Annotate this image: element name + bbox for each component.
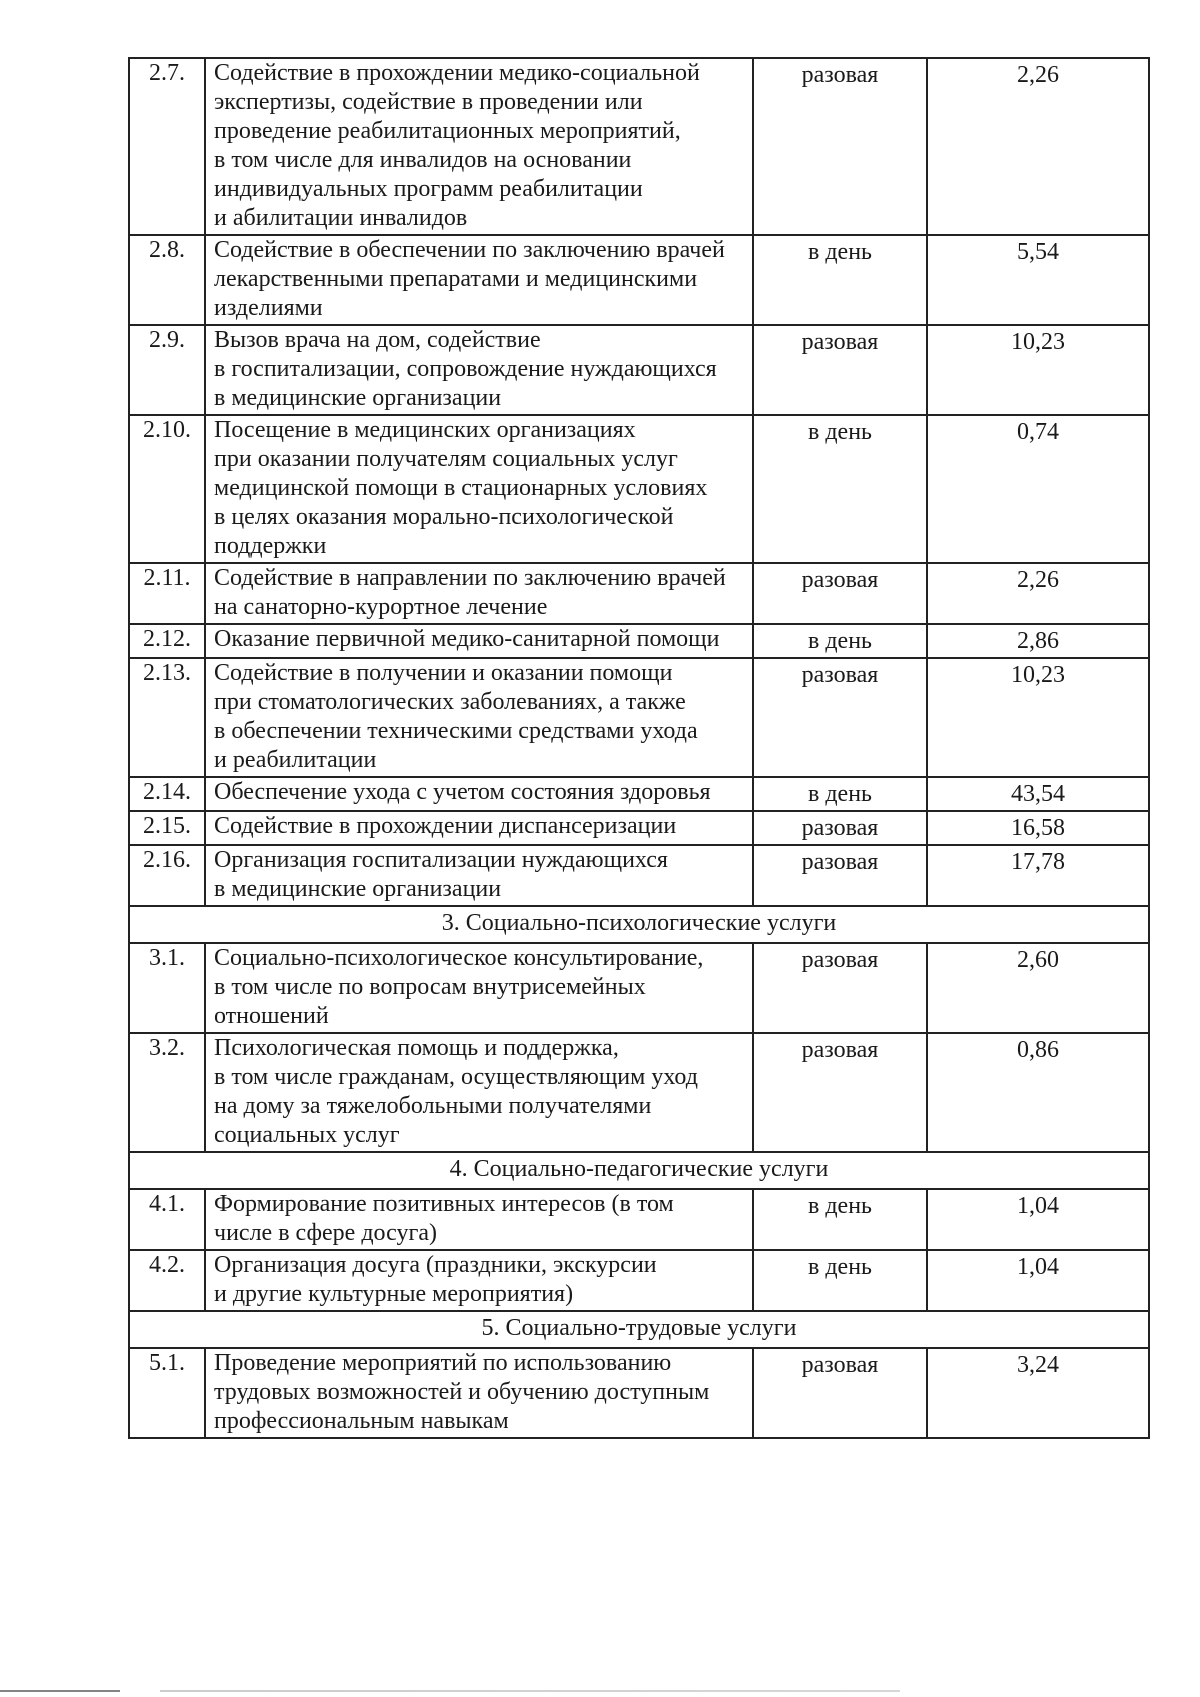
- service-number: 5.1.: [129, 1348, 205, 1438]
- service-frequency: разовая: [753, 845, 927, 906]
- service-rate: 5,54: [927, 235, 1149, 325]
- service-frequency: в день: [753, 777, 927, 811]
- section-title: 3. Социально-психологические услуги: [129, 906, 1149, 943]
- service-rate: 10,23: [927, 325, 1149, 415]
- service-number: 2.9.: [129, 325, 205, 415]
- page-bottom-edge: [0, 1690, 900, 1692]
- service-name: Проведение мероприятий по использованию трудовых возможностей и обучению доступным профессиональным навыкам: [205, 1348, 753, 1438]
- service-name: Содействие в направлении по заключению врачей на санаторно-курортное лечение: [205, 563, 753, 624]
- service-name: Формирование позитивных интересов (в том числе в сфере досуга): [205, 1189, 753, 1250]
- table-row: [129, 1250, 1149, 1311]
- table-row: [129, 811, 1149, 845]
- section-header-row: [129, 1152, 1149, 1189]
- service-frequency: разовая: [753, 58, 927, 235]
- service-frequency: разовая: [753, 943, 927, 1033]
- service-name: Психологическая помощь и поддержка, в том числе гражданам, осуществляющим уход на дому за тяжелобольными получателями социальных услуг: [205, 1033, 753, 1152]
- table-row: [129, 563, 1149, 624]
- service-rate: 2,26: [927, 563, 1149, 624]
- service-name: Организация досуга (праздники, экскурсии и другие культурные мероприятия): [205, 1250, 753, 1311]
- service-rate: 0,86: [927, 1033, 1149, 1152]
- service-frequency: разовая: [753, 811, 927, 845]
- service-name: Оказание первичной медико-санитарной помощи: [205, 624, 753, 658]
- service-frequency: разовая: [753, 1348, 927, 1438]
- service-number: 2.16.: [129, 845, 205, 906]
- table-row: [129, 624, 1149, 658]
- table-row: [129, 1033, 1149, 1152]
- service-rate: 2,86: [927, 624, 1149, 658]
- service-frequency: разовая: [753, 563, 927, 624]
- service-name: Организация госпитализации нуждающихся в медицинские организации: [205, 845, 753, 906]
- service-rate: 0,74: [927, 415, 1149, 563]
- services-table-body: [129, 58, 1149, 1438]
- section-title: 4. Социально-педагогические услуги: [129, 1152, 1149, 1189]
- section-title: 5. Социально-трудовые услуги: [129, 1311, 1149, 1348]
- service-frequency: в день: [753, 1189, 927, 1250]
- service-rate: 1,04: [927, 1189, 1149, 1250]
- table-row: [129, 1189, 1149, 1250]
- service-number: 2.15.: [129, 811, 205, 845]
- table-row: [129, 58, 1149, 235]
- service-name: Обеспечение ухода с учетом состояния здоровья: [205, 777, 753, 811]
- service-name: Содействие в прохождении диспансеризации: [205, 811, 753, 845]
- service-frequency: в день: [753, 415, 927, 563]
- service-number: 2.8.: [129, 235, 205, 325]
- section-header-row: [129, 906, 1149, 943]
- table-row: [129, 658, 1149, 777]
- table-row: [129, 235, 1149, 325]
- service-frequency: в день: [753, 1250, 927, 1311]
- service-rate: 1,04: [927, 1250, 1149, 1311]
- service-number: 2.10.: [129, 415, 205, 563]
- service-rate: 3,24: [927, 1348, 1149, 1438]
- table-row: [129, 325, 1149, 415]
- service-number: 2.7.: [129, 58, 205, 235]
- service-rate: 17,78: [927, 845, 1149, 906]
- table-row: [129, 1348, 1149, 1438]
- table-row: [129, 943, 1149, 1033]
- service-rate: 10,23: [927, 658, 1149, 777]
- service-number: 4.1.: [129, 1189, 205, 1250]
- table-row: [129, 415, 1149, 563]
- service-frequency: разовая: [753, 1033, 927, 1152]
- table-row: [129, 777, 1149, 811]
- service-number: 3.2.: [129, 1033, 205, 1152]
- service-rate: 2,60: [927, 943, 1149, 1033]
- service-name: Содействие в прохождении медико-социальной экспертизы, содействие в проведении или проведение реабилитационных мероприятий, в том числе для инвалидов на основании индивидуальных программ реабилитации и абилитации инвалидов: [205, 58, 753, 235]
- service-frequency: разовая: [753, 325, 927, 415]
- service-name: Посещение в медицинских организациях при оказании получателям социальных услуг медицинской помощи в стационарных условиях в целях оказания морально-психологической поддержки: [205, 415, 753, 563]
- section-header-row: [129, 1311, 1149, 1348]
- service-number: 2.14.: [129, 777, 205, 811]
- table-row: [129, 845, 1149, 906]
- service-number: 3.1.: [129, 943, 205, 1033]
- service-name: Содействие в получении и оказании помощи при стоматологических заболеваниях, а также в обеспечении техническими средствами ухода и реабилитации: [205, 658, 753, 777]
- service-frequency: в день: [753, 624, 927, 658]
- service-number: 2.11.: [129, 563, 205, 624]
- service-frequency: в день: [753, 235, 927, 325]
- service-name: Вызов врача на дом, содействие в госпитализации, сопровождение нуждающихся в медицинские организации: [205, 325, 753, 415]
- service-rate: 43,54: [927, 777, 1149, 811]
- services-table: [128, 57, 1150, 1439]
- service-frequency: разовая: [753, 658, 927, 777]
- service-name: Содействие в обеспечении по заключению врачей лекарственными препаратами и медицинскими изделиями: [205, 235, 753, 325]
- service-rate: 16,58: [927, 811, 1149, 845]
- service-number: 4.2.: [129, 1250, 205, 1311]
- service-name: Социально-психологическое консультирование, в том числе по вопросам внутрисемейных отношений: [205, 943, 753, 1033]
- service-number: 2.13.: [129, 658, 205, 777]
- service-number: 2.12.: [129, 624, 205, 658]
- service-rate: 2,26: [927, 58, 1149, 235]
